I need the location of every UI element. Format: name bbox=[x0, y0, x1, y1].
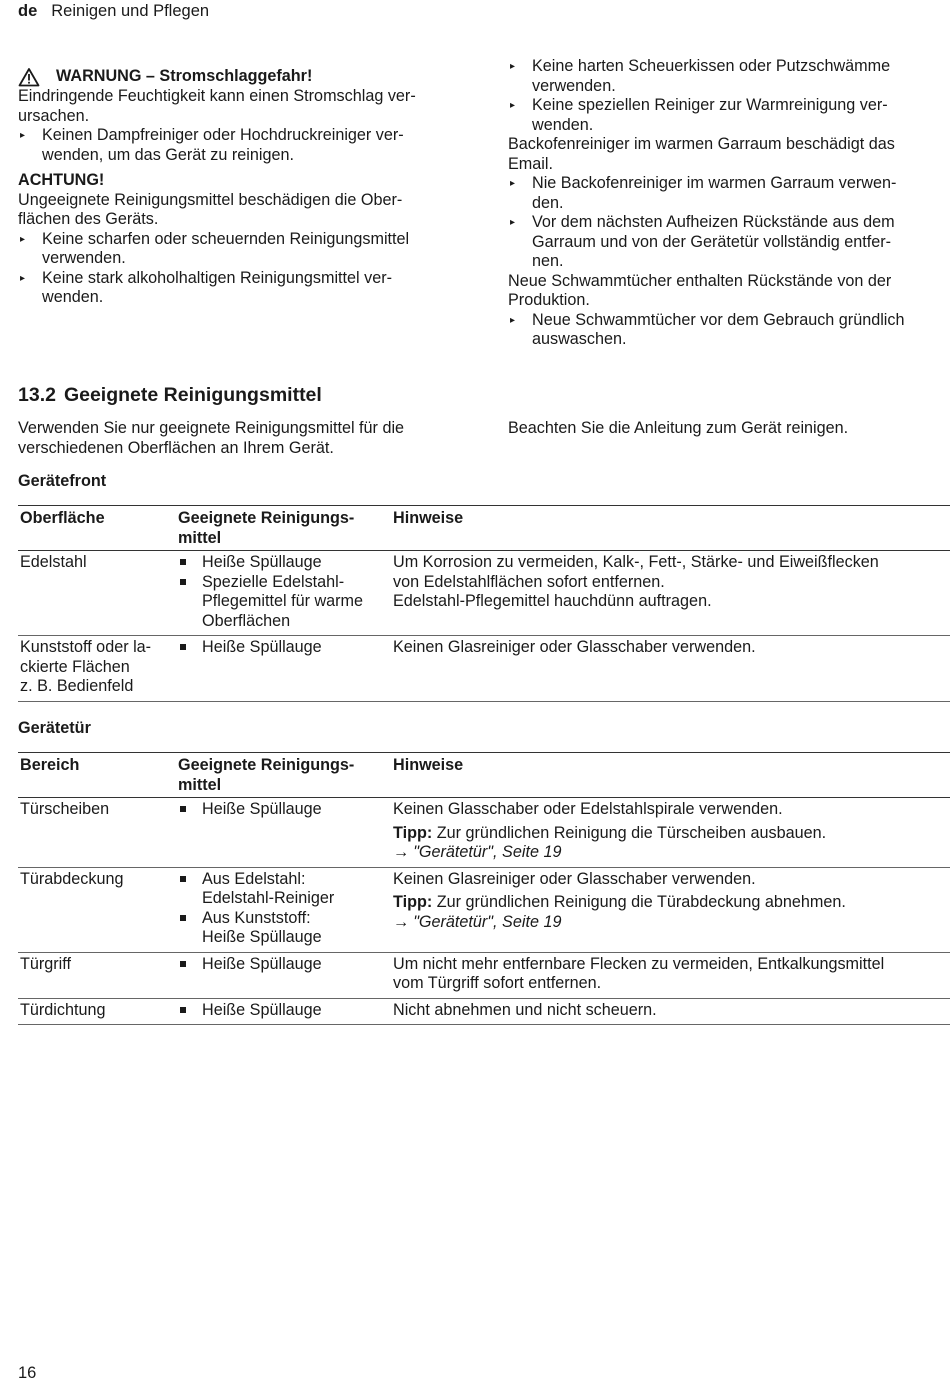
right-bullet bbox=[508, 96, 948, 135]
surface-cell: Edelstahl bbox=[20, 553, 87, 571]
bullet-arrow-icon: ▸ bbox=[20, 233, 26, 245]
bullet-text: Keine stark alkoholhaltigen Reinigungsmittel ver- wenden. bbox=[42, 268, 393, 306]
agents-cell bbox=[176, 998, 391, 1025]
table-row bbox=[18, 798, 950, 868]
attention-text: Ungeeignete Reinigungsmittel beschädigen die Ober- flächen des Geräts. bbox=[18, 190, 403, 228]
tip-body: Zur gründlichen Reinigung die Türscheiben ausbauen. bbox=[432, 823, 827, 842]
bullet-text: Keinen Dampfreiniger oder Hochdruckreiniger ver- wenden, um das Gerät zu reinigen. bbox=[42, 126, 404, 164]
column-header: Geeignete Reinigungs- mittel bbox=[178, 756, 355, 794]
column-header: Bereich bbox=[20, 756, 80, 774]
bullet-arrow-icon: ▸ bbox=[20, 272, 26, 284]
agents-cell bbox=[176, 798, 391, 868]
page-number: 16 bbox=[18, 1364, 37, 1381]
door-cleaning-table bbox=[18, 752, 950, 1025]
agent-item: Heiße Spüllauge bbox=[178, 800, 389, 820]
arrow-right-icon: → bbox=[393, 843, 410, 861]
bullet-text: Keine harten Scheuerkissen oder Putzschwämme verwenden. bbox=[532, 57, 891, 95]
area-cell: Türabdeckung bbox=[20, 869, 124, 888]
right-bullet bbox=[508, 57, 948, 96]
section-intro-left: Verwenden Sie nur geeignete Reinigungsmittel für die verschiedenen Oberflächen an Ihrem Gerät. bbox=[18, 419, 405, 457]
agents-cell bbox=[176, 867, 391, 952]
warning-title: WARNUNG – Stromschlaggefahr! bbox=[56, 67, 313, 86]
right-bullet bbox=[508, 174, 948, 213]
tip-label: Tipp: bbox=[393, 823, 433, 842]
bullet-arrow-icon: ▸ bbox=[510, 100, 516, 111]
table-header-row bbox=[18, 506, 950, 551]
table-header-row bbox=[18, 753, 950, 798]
agent-item: Heiße Spüllauge bbox=[178, 955, 389, 975]
attention-bullet bbox=[18, 230, 458, 269]
table-row bbox=[18, 952, 950, 998]
area-cell: Türgriff bbox=[20, 954, 71, 973]
section-number: 13.2 bbox=[18, 384, 56, 406]
bullet-arrow-icon: ▸ bbox=[20, 130, 26, 141]
arrow-right-icon: → bbox=[393, 912, 410, 931]
section-intro-right: Beachten Sie die Anleitung zum Gerät reinigen. bbox=[508, 419, 849, 437]
notes-cell bbox=[391, 798, 950, 868]
notes-cell bbox=[391, 867, 950, 952]
chapter-title: Reinigen und Pflegen bbox=[51, 2, 210, 20]
bullet-text: Keine speziellen Reiniger zur Warmreinigung ver- wenden. bbox=[532, 96, 888, 134]
tip-label: Tipp: bbox=[393, 893, 433, 911]
reference-text: "Gerätetür", Seite 19 bbox=[413, 843, 562, 861]
attention-title: ACHTUNG! bbox=[18, 171, 105, 189]
bullet-arrow-icon: ▸ bbox=[510, 314, 516, 326]
section-heading: Geeignete Reinigungsmittel bbox=[63, 384, 322, 406]
right-bullet bbox=[508, 311, 948, 350]
right-column bbox=[508, 57, 948, 350]
column-header: Hinweise bbox=[393, 756, 464, 774]
right-bullet bbox=[508, 213, 948, 272]
tip-body: Zur gründlichen Reinigung die Türabdeckung abnehmen. bbox=[432, 893, 846, 911]
agent-item: Aus Edelstahl: Edelstahl-Reiniger bbox=[178, 870, 389, 909]
sponge-text: Neue Schwammtücher enthalten Rückstände von der Produktion. bbox=[508, 271, 892, 309]
agents-cell bbox=[176, 952, 391, 998]
agent-item: Spezielle Edelstahl- Pflegemittel für warme Oberflächen bbox=[178, 573, 389, 632]
table-row bbox=[18, 636, 950, 702]
agent-item: Heiße Spüllauge bbox=[178, 638, 389, 658]
agent-item: Aus Kunststoff: Heiße Spüllauge bbox=[178, 909, 389, 948]
warning-bullet bbox=[18, 126, 458, 165]
section-title bbox=[18, 386, 322, 406]
agent-item: Heiße Spüllauge bbox=[178, 553, 389, 573]
bullet-arrow-icon: ▸ bbox=[510, 217, 516, 228]
agents-cell bbox=[176, 551, 391, 636]
table-door-heading: Gerätetür bbox=[18, 719, 91, 737]
note-text: Keinen Glasschaber oder Edelstahlspirale verwenden. bbox=[393, 800, 783, 818]
table-row bbox=[18, 998, 950, 1025]
column-header: Geeignete Reinigungs- mittel bbox=[178, 509, 355, 547]
bullet-arrow-icon: ▸ bbox=[510, 61, 516, 72]
tip-text bbox=[393, 893, 948, 913]
warning-triangle-icon bbox=[18, 67, 40, 87]
table-row bbox=[18, 867, 950, 952]
page-header bbox=[18, 2, 209, 22]
table-row bbox=[18, 551, 950, 636]
bullet-text: Vor dem nächsten Aufheizen Rückstände aus dem Garraum und von der Gerätetür vollständig entfer- nen. bbox=[532, 213, 895, 270]
column-header: Hinweise bbox=[393, 509, 464, 527]
bullet-text: Keine scharfen oder scheuernden Reinigungsmittel verwenden. bbox=[42, 229, 410, 267]
note-text: Keinen Glasreiniger oder Glasschaber verwenden. bbox=[393, 869, 756, 888]
notes-cell: Nicht abnehmen und nicht scheuern. bbox=[393, 1000, 657, 1019]
notes-cell: Keinen Glasreiniger oder Glasschaber verwenden. bbox=[393, 638, 756, 656]
warning-text: Eindringende Feuchtigkeit kann einen Stromschlag ver- ursachen. bbox=[18, 87, 416, 125]
agent-item: Heiße Spüllauge bbox=[178, 1001, 389, 1021]
agents-cell bbox=[176, 636, 391, 702]
bullet-text: Nie Backofenreiniger im warmen Garraum verwen- den. bbox=[532, 174, 897, 212]
area-cell: Türscheiben bbox=[20, 800, 110, 818]
notes-cell: Um nicht mehr entfernbare Flecken zu vermeiden, Entkalkungsmittel vom Türgriff sofort entfernen. bbox=[393, 954, 885, 992]
column-header: Oberfläche bbox=[20, 509, 105, 527]
tip-text bbox=[393, 824, 948, 844]
left-column bbox=[18, 67, 458, 308]
front-cleaning-table bbox=[18, 505, 950, 702]
area-cell: Türdichtung bbox=[20, 1000, 106, 1019]
notes-cell: Um Korrosion zu vermeiden, Kalk-, Fett-, Stärke- und Eiweißflecken von Edelstahlflächen sofort entfernen. Edelstahl-Pflegemittel hauchdünn auftragen. bbox=[393, 553, 879, 610]
attention-bullet bbox=[18, 269, 458, 308]
reference-text: "Gerätetür", Seite 19 bbox=[413, 912, 562, 931]
language-code: de bbox=[18, 2, 38, 20]
warning-heading bbox=[18, 67, 458, 87]
bullet-arrow-icon: ▸ bbox=[510, 178, 516, 189]
bullet-text: Neue Schwammtücher vor dem Gebrauch gründlich auswaschen. bbox=[532, 310, 905, 348]
surface-cell: Kunststoff oder la- ckierte Flächen z. B. Bedienfeld bbox=[20, 638, 152, 695]
page-reference-link[interactable] bbox=[393, 913, 948, 933]
oven-cleaner-text: Backofenreiniger im warmen Garraum beschädigt das Email. bbox=[508, 135, 895, 173]
table-front-heading: Gerätefront bbox=[18, 472, 107, 490]
page-reference-link[interactable] bbox=[393, 843, 948, 863]
